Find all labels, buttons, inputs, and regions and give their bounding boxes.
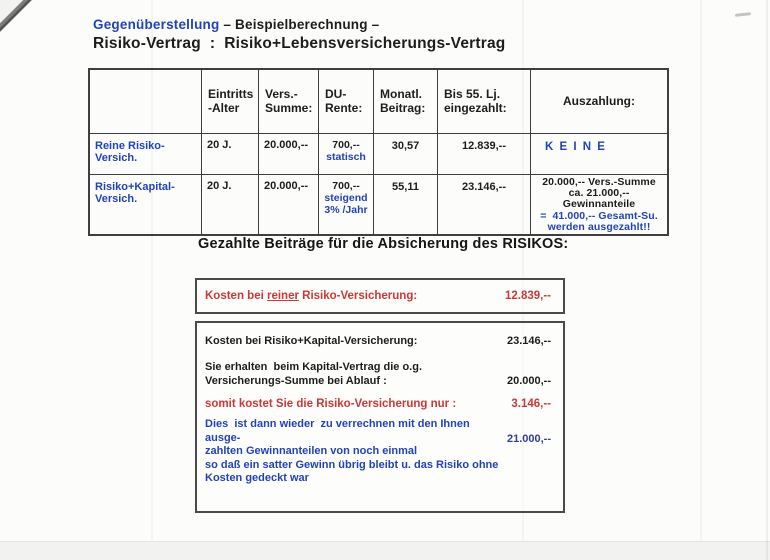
erhalten-line: Versicherungs-Summe bei Ablauf :: [205, 375, 387, 387]
cell-row1-sum: [259, 133, 319, 174]
row1-paid-text: 12.839,--: [461, 139, 507, 152]
row2-payout-line: = 41.000,-- Gesamt-Su.: [540, 209, 658, 222]
cell-row2-age: [202, 174, 259, 235]
dies-line: so daß ein satter Gewinn übrig bleibt u. das Risiko ohne: [205, 458, 499, 471]
cell-row1-du-rente: [319, 133, 374, 174]
paper-fold-line: [700, 0, 702, 560]
row-kosten-kapital: [205, 335, 551, 347]
cell-row1-name: [89, 133, 202, 174]
title-suffix: – Beispielberechnung –: [219, 17, 380, 32]
row-dies: [205, 418, 551, 486]
section-heading: Gezahlte Beiträge für die Absicherung des RISIKOS:: [198, 236, 569, 252]
row-erhalten: [205, 360, 551, 388]
erhalten-label: [205, 360, 422, 388]
row2-du-note-line: 3% /Jahr: [324, 203, 368, 216]
cell-row1-payout: [531, 133, 669, 174]
box1-label: [197, 290, 417, 302]
header-line: Summe:: [265, 101, 313, 116]
row2-sum-text: 20.000,--: [264, 179, 309, 192]
box1-label-pre: Kosten bei: [205, 290, 267, 302]
erhalten-line: Sie erhalten beim Kapital-Vertrag die o.g.: [205, 361, 423, 373]
header-line: Rente:: [325, 101, 363, 116]
row2-payout-line: 20.000,-- Vers.-Summe: [542, 175, 656, 188]
cell-row2-monthly: [374, 174, 438, 235]
row1-age-text: 20 J.: [207, 138, 232, 151]
table-row-risiko-kapital: [89, 174, 668, 235]
title-keyword: Gegenüberstellung: [93, 17, 220, 32]
dies-line: Dies ist dann wieder zu verrechnen mit den Ihnen ausge-: [205, 418, 470, 444]
dies-value: 21.000,--: [506, 433, 551, 445]
comparison-table: [88, 68, 669, 236]
row1-du-amount: 700,--: [332, 138, 360, 151]
row1-du-note: statisch: [326, 150, 366, 163]
header-line: -Alter: [208, 101, 240, 116]
header-line: Beitrag:: [380, 101, 426, 116]
header-line: Vers.-: [265, 87, 298, 102]
row2-paid-text: 23.146,--: [461, 180, 507, 193]
header-cell-empty: [89, 69, 202, 133]
header-cell-eintrittsalter: [202, 69, 259, 133]
row1-name-text: Reine Risiko-Versich.: [95, 139, 165, 164]
document-title: [93, 17, 505, 32]
kapital-label: Kosten bei Risiko+Kapital-Versicherung:: [205, 335, 418, 347]
row1-monthly-text: 30,57: [391, 139, 420, 152]
row2-du-amount: 700,--: [332, 179, 360, 192]
document-subtitle: Risiko-Vertrag : Risiko+Lebensversicherungs-Vertrag: [93, 35, 506, 52]
box1-label-post: Risiko-Versicherung:: [298, 290, 418, 302]
header-line: Eintritts: [208, 87, 254, 102]
cost-box-reine-risiko: [195, 278, 565, 314]
row1-sum-text: 20.000,--: [264, 138, 309, 151]
somit-label: somit kostet Sie die Risiko-Versicherung nur :: [205, 398, 457, 410]
cell-row1-age: [202, 133, 259, 174]
row-somit: [205, 398, 551, 410]
cell-row2-payout: [531, 174, 669, 235]
document-header: [93, 17, 505, 53]
cell-row2-paid: [438, 174, 531, 235]
cost-box-details: [195, 321, 565, 513]
cell-row2-du-rente: [319, 174, 374, 235]
header-line: Monatl.: [380, 87, 422, 102]
row2-payout-line: ca. 21.000,-- Gewinnanteile: [562, 186, 636, 211]
row2-du-note-line: steigend: [324, 191, 368, 204]
row2-name-line: Risiko+Kapital-: [95, 180, 175, 193]
row1-payout-text: K E I N E: [545, 140, 607, 153]
dies-line: Kosten gedeckt war: [205, 472, 309, 484]
header-cell-vers-summe: [259, 69, 319, 133]
box1-label-underlined: reiner: [266, 290, 299, 302]
row2-payout-line: werden ausgezahlt!!: [547, 221, 651, 234]
scan-right-edge: [766, 0, 768, 560]
table-row-reine-risiko: [89, 133, 668, 174]
dies-line: zahlten Gewinnanteilen von noch einmal: [205, 445, 418, 457]
erhalten-value: 20.000,--: [506, 375, 551, 387]
header-cell-monatl-beitrag: [374, 69, 438, 133]
dies-paragraph: [205, 418, 507, 486]
scan-bottom-edge: [0, 541, 770, 560]
box1-value: 12.839,--: [504, 290, 551, 302]
header-cell-du-rente: [319, 69, 374, 133]
scan-mark: [735, 12, 751, 17]
row2-monthly-text: 55,11: [392, 180, 419, 193]
cell-row2-name: [89, 174, 202, 235]
header-line: eingezahlt:: [444, 101, 507, 116]
cell-row1-paid: [438, 133, 531, 174]
header-cell-auszahlung: Auszahlung:: [531, 69, 669, 133]
scan-corner-shadow: [0, 0, 86, 86]
table-header-row: [89, 69, 668, 133]
cell-row1-monthly: [374, 133, 438, 174]
header-line: Bis 55. Lj.: [444, 87, 501, 102]
cell-row2-sum: [259, 174, 319, 235]
header-line: DU-: [325, 87, 347, 102]
row2-name-line: Versich.: [95, 193, 138, 205]
somit-value: 3.146,--: [511, 398, 551, 410]
header-cell-eingezahlt: [438, 69, 531, 133]
row2-age-text: 20 J.: [207, 179, 232, 192]
kapital-value: 23.146,--: [506, 335, 551, 347]
